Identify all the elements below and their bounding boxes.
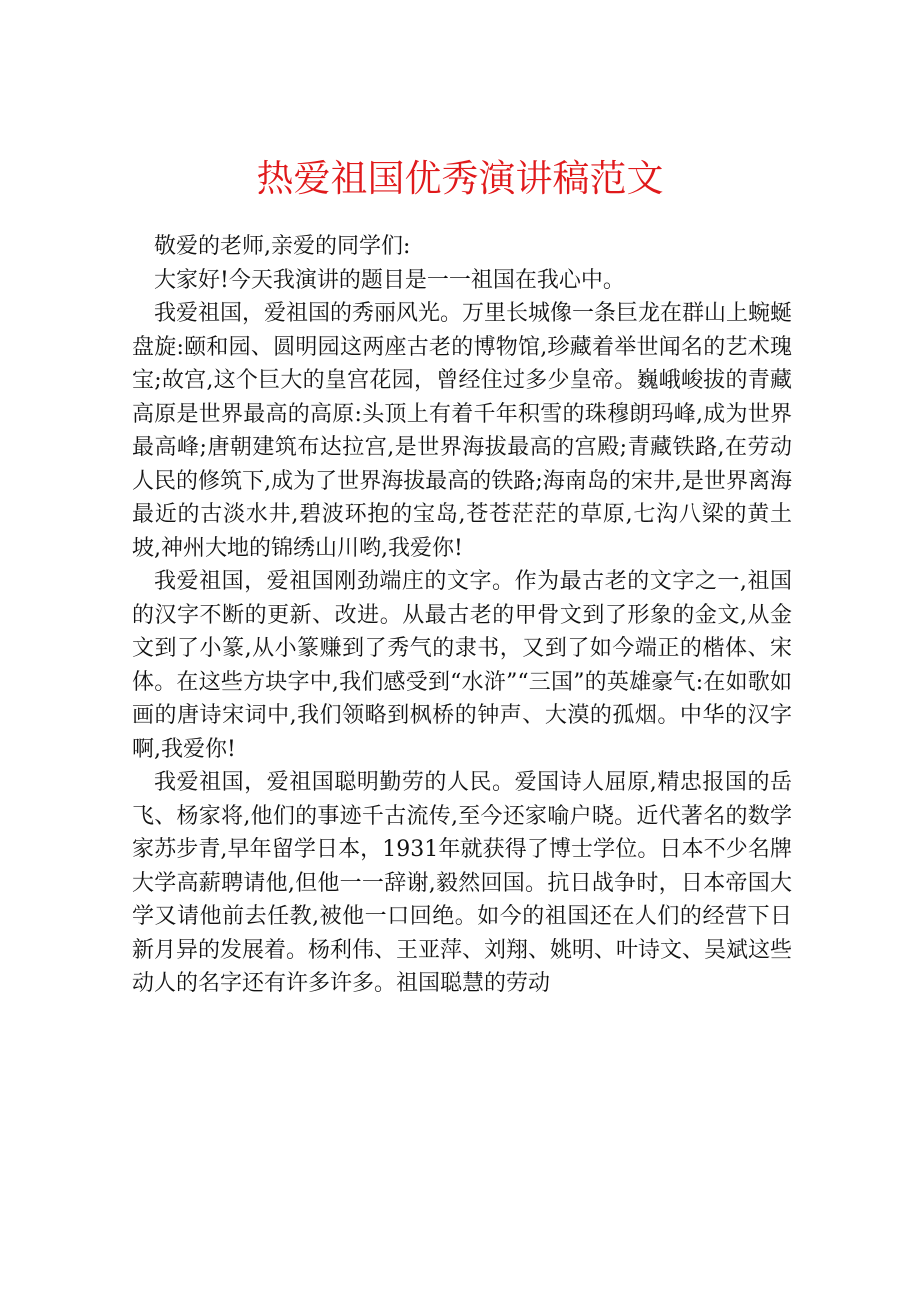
greeting-paragraph: 大家好!今天我演讲的题目是一一祖国在我心中。 — [154, 267, 625, 293]
paragraph-people: 我爱祖国，爱祖国聪明勤劳的人民。爱国诗人屈原,精忠报国的岳飞、杨家将,他们的事迹千古流传,至今还家喻户晓。近代著名的数学家苏步青,早年留学日本，1931年就获得了博士学位。日本不少名牌大学高薪聘请他,但他一一辞谢,毅然回国。抗日战争时，日本帝国大学又请他前去任教,被他一口回绝。如今的祖国还在人们的经营下日新月异的发展着。杨利伟、王亚萍、刘翔、姚明、叶诗文、吴斌这些动人的名字还有许多许多。祖国聪慧的劳动 — [132, 770, 793, 996]
salutation: 敬爱的老师,亲爱的同学们: — [154, 234, 411, 259]
document-title: 热爱祖国优秀演讲稿范文 — [256, 156, 664, 200]
paragraph-characters: 我爱祖国，爱祖国刚劲端庄的文字。作为最古老的文字之一,祖国的汉字不断的更新、改进。从最古老的甲骨文到了形象的金文,从金文到了小篆,从小篆赚到了秀气的隶书，又到了如今端正的楷体、宋体。在这些方块字中,我们感受到“水浒”“三国”的英雄豪气:在如歌如画的唐诗宋词中,我们领略到枫桥的钟声、大漠的孤烟。中华的汉字啊,我爱你! — [132, 569, 792, 762]
paragraph-scenery: 我爱祖国，爱祖国的秀丽风光。万里长城像一条巨龙在群山上蜿蜒盘旋:颐和园、圆明园这两座古老的博物馆,珍藏着举世闻名的艺术瑰宝;故宫,这个巨大的皇宫花园，曾经住过多少皇帝。巍峨峻拔的青藏高原是世界最高的高原:头顶上有着千年积雪的珠穆朗玛峰,成为世界最高峰;唐朝建筑布达拉宫,是世界海拔最高的宫殿;青藏铁路,在劳动人民的修筑下,成为了世界海拔最高的铁路;海南岛的宋井,是世界离海最近的古淡水井,碧波环抱的宝岛,苍苍茫茫的草原,七沟八梁的黄土坡,神州大地的锦绣山川哟,我爱你! — [132, 301, 793, 561]
document-body — [132, 230, 792, 1001]
